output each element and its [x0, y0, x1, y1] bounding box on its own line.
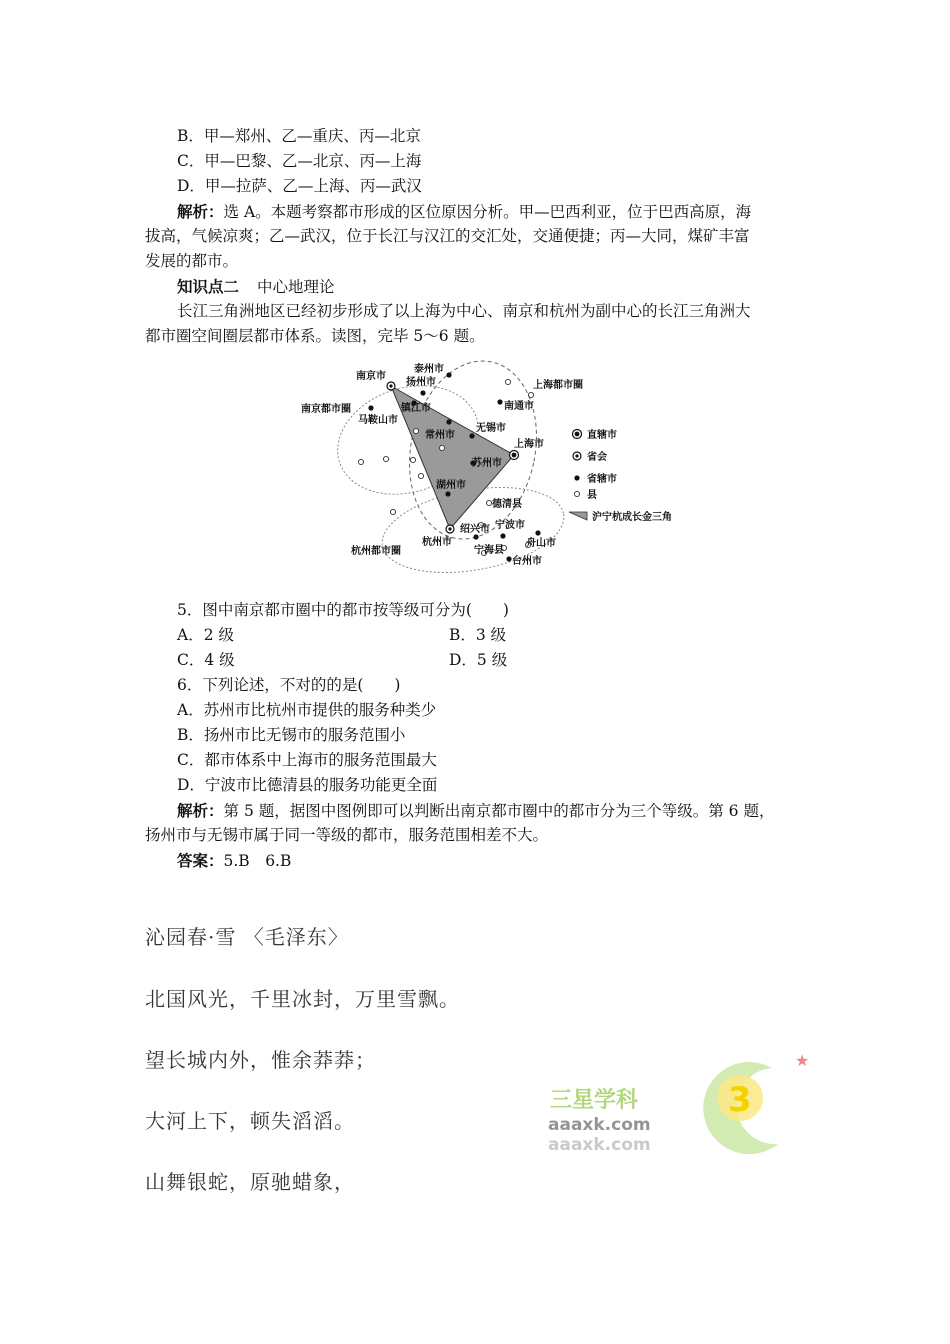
analysis-2-line-2: 扬州市与无锡市属于同一等级的都市，服务范围相差不大。 — [145, 826, 549, 844]
q4-option-c: C．甲—巴黎、乙—北京、丙—上海 — [177, 152, 422, 170]
wuxi-dot — [469, 433, 474, 438]
legend-municipality: 直辖市 — [587, 430, 617, 441]
answer-label: 答案： — [177, 851, 224, 870]
maanshan-dot — [368, 405, 373, 410]
intro-line-1: 长江三角洲地区已经初步形成了以上海为中心、南京和杭州为副中心的长江三角洲大 — [177, 302, 751, 320]
analysis-2-label: 解析： — [177, 801, 224, 820]
watermark-star: ★ — [795, 1051, 810, 1070]
analysis-2-text: 第 5 题，据图中图例即可以判断出南京都市圈中的都市分为三个等级。第 6 题， — [223, 802, 775, 820]
label-hangzhou-circle: 杭州都市圈 — [351, 546, 401, 557]
section-heading — [177, 274, 847, 300]
section-title: 中心地理论 — [257, 278, 335, 296]
q4-option-b: B．甲—郑州、乙—重庆、丙—北京 — [177, 127, 421, 145]
q5-row-1 — [177, 623, 847, 648]
label-taizhou-zj: 台州市 — [512, 556, 542, 567]
poem-line-2: 望长城内外，惟余莽莽； — [145, 1048, 376, 1072]
poem-line-3: 大河上下，顿失滔滔。 — [145, 1109, 355, 1133]
legend-prefecture-city: 省辖市 — [587, 474, 617, 485]
q6-option-b: B．扬州市比无锡市的服务范围小 — [177, 726, 406, 744]
zhoushan-dot — [535, 530, 540, 535]
watermark-url: aaaxk.com — [548, 1115, 651, 1135]
yangzhou-dot — [420, 390, 425, 395]
label-huzhou: 湖州市 — [436, 480, 466, 491]
intro-line-2: 都市圈空间圈层都市体系。读图，完毕 5～6 题。 — [145, 327, 485, 345]
q5-stem: 5．图中南京都市圈中的都市按等级可分为( ) — [177, 601, 509, 619]
ningbo-dot — [500, 533, 505, 538]
label-taizhou-js: 泰州市 — [414, 364, 444, 375]
label-maanshan: 马鞍山市 — [358, 415, 398, 426]
label-wuxi: 无锡市 — [476, 423, 506, 434]
taizhou-zj-dot — [506, 556, 511, 561]
q6-option-d: D．宁波市比德清县的服务功能更全面 — [177, 776, 438, 794]
answer-text: 5.B 6.B — [223, 852, 292, 870]
analysis-1-line-3: 发展的都市。 — [145, 252, 239, 270]
taizhou-js-dot — [446, 372, 451, 377]
label-deqing: 德清县 — [492, 499, 522, 510]
label-nanjing-circle: 南京都市圈 — [301, 404, 351, 415]
q6-stem: 6．下列论述，不对的的是( ) — [177, 676, 401, 694]
poem-line-4: 山舞银蛇，原驰蜡象， — [145, 1170, 355, 1194]
analysis-2-line-1 — [177, 798, 847, 824]
q6-option-c: C．都市体系中上海市的服务范围最大 — [177, 751, 437, 769]
label-shanghai: 上海市 — [514, 439, 544, 450]
q5-option-c: C．4 级 — [177, 651, 235, 669]
q6-option-a: A．苏州市比杭州市提供的服务种类少 — [177, 701, 437, 719]
q4-option-d: D．甲—拉萨、乙—上海、丙—武汉 — [177, 177, 422, 195]
label-shaoxing: 绍兴市 — [460, 524, 490, 535]
watermark-digit: 3 — [728, 1080, 752, 1120]
label-changzhou: 常州市 — [425, 430, 455, 441]
poem-line-1: 北国风光，千里冰封，万里雪飘。 — [145, 987, 460, 1011]
hangzhou-marker-dot — [448, 527, 451, 530]
legend-provincial-capital: 省会 — [587, 452, 607, 463]
label-hangzhou: 杭州市 — [422, 537, 452, 548]
changzhou-dot — [446, 419, 451, 424]
analysis-label: 解析： — [177, 202, 224, 221]
q5-row-2 — [177, 648, 847, 673]
label-ninghai: 宁海县 — [474, 545, 504, 556]
label-shanghai-circle: 上海都市圈 — [533, 380, 583, 391]
q5-option-a: A．2 级 — [177, 626, 234, 644]
section-label: 知识点二 — [177, 277, 240, 296]
label-nantong: 南通市 — [504, 401, 534, 412]
analysis-1-line-1 — [177, 199, 847, 225]
poem-title: 沁园春·雪 〈毛泽东〉 — [145, 925, 349, 949]
yangtze-delta-map — [298, 355, 688, 583]
answer-line — [177, 848, 847, 874]
watermark-logo — [540, 1040, 810, 1170]
label-suzhou: 苏州市 — [472, 458, 502, 469]
shaoxing-dot — [473, 534, 478, 539]
label-nanjing: 南京市 — [356, 371, 386, 382]
analysis-text: 选 A。本题考察都市形成的区位原因分析。甲—巴西利亚，位于巴西高原，海 — [223, 203, 752, 221]
analysis-1-line-2: 拔高，气候凉爽；乙—武汉，位于长江与汉江的交汇处，交通便捷；丙—大同，煤矿丰富 — [145, 227, 750, 245]
label-yangzhou: 扬州市 — [406, 377, 436, 388]
watermark-url-shadow: aaaxk.com — [548, 1135, 651, 1155]
map-legend — [569, 428, 672, 523]
label-ningbo: 宁波市 — [495, 520, 525, 531]
nantong-dot — [497, 399, 502, 404]
huzhou-dot — [445, 491, 450, 496]
legend-county: 县 — [587, 490, 597, 501]
q5-option-b: B．3 级 — [449, 626, 507, 644]
q5-option-d: D．5 级 — [449, 651, 508, 669]
nanjing-marker-dot — [389, 384, 392, 387]
label-zhoushan: 舟山市 — [526, 538, 556, 549]
legend-growth-triangle: 沪宁杭成长金三角 — [592, 512, 672, 523]
watermark-brand: 三星学科 — [550, 1088, 639, 1113]
label-zhenjiang: 镇江市 — [401, 403, 431, 414]
shanghai-marker-dot — [512, 453, 517, 458]
